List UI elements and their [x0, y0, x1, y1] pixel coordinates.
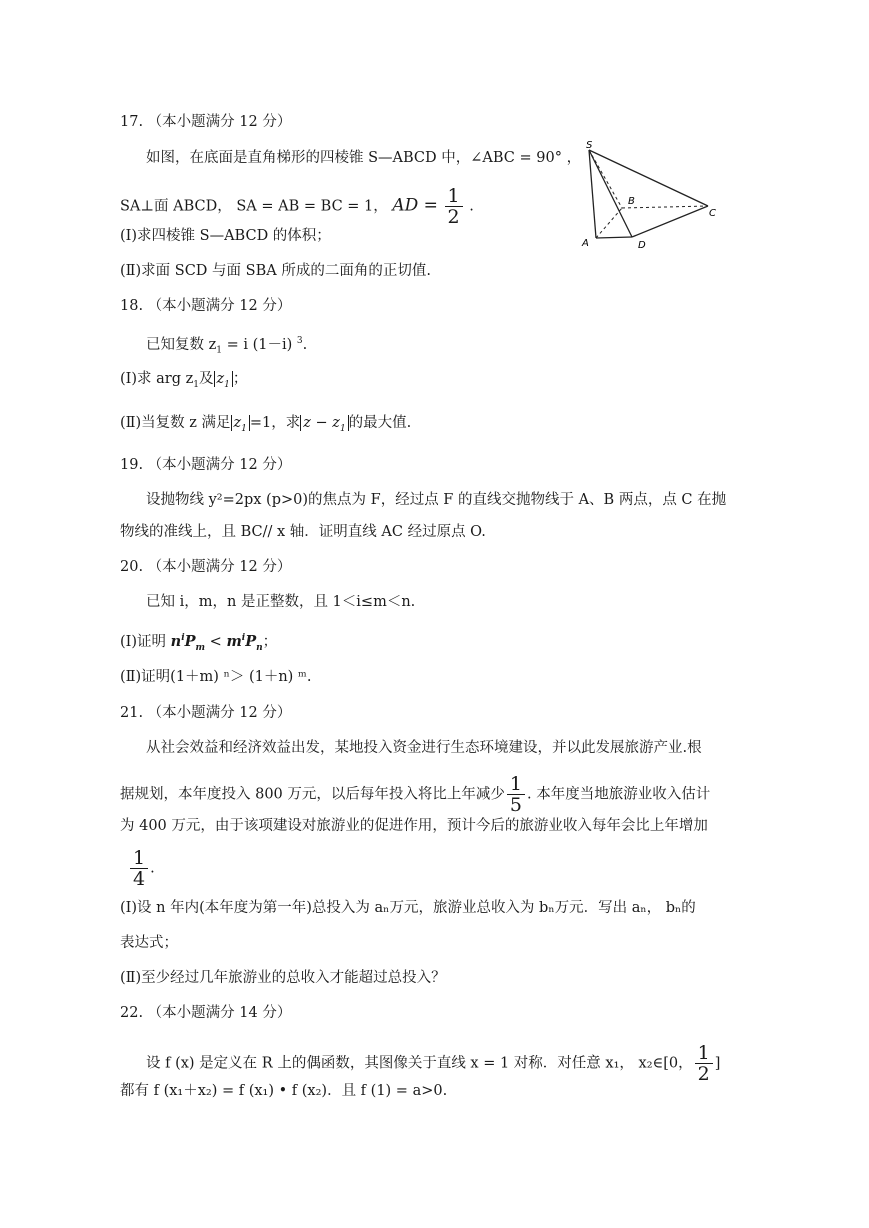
- p20-q1-math: [170, 632, 206, 653]
- p21-f2num: 1: [130, 848, 148, 869]
- edge-dc: [632, 206, 708, 237]
- p18-l1sub: 1: [216, 345, 222, 356]
- p20-q1: [120, 628, 277, 658]
- p18-q1-abs: [214, 371, 233, 390]
- p18-q2-abs2: [300, 415, 348, 434]
- p18-l1sup: 3: [296, 336, 303, 346]
- p17-header: 17. （本小题满分 12 分）: [120, 114, 292, 130]
- pyramid-figure: [572, 138, 722, 254]
- p21-f1den: 5: [509, 794, 522, 816]
- p22-line2: 都有 f (x₁＋x₂) = f (x₁) • f (x₂)．且 f (1) = a>0.: [120, 1083, 448, 1099]
- p19-line2: 物线的准线上，且 BC// x 轴．证明直线 AC 经过原点 O.: [120, 524, 486, 540]
- p18-l1c: .: [302, 336, 308, 353]
- label-d: D: [638, 240, 646, 251]
- p20-sub-n: n: [256, 642, 263, 653]
- label-b: B: [628, 196, 635, 207]
- p22-fden: 2: [697, 1063, 710, 1085]
- p18-q2: [120, 413, 411, 439]
- p21-f1num: 1: [507, 774, 525, 795]
- p18-q2b: =1，求: [249, 415, 301, 431]
- p18-q2-abs1: [231, 415, 250, 434]
- p21-l2b: . 本年度当地旅游业收入估计: [527, 786, 711, 803]
- p18-q1: [120, 369, 247, 395]
- p19-line1: 设抛物线 y²=2px (p>0)的焦点为 F，经过点 F 的直线交抛物线于 A、B 两点，点 C 在抛: [146, 492, 727, 508]
- label-a: A: [582, 238, 589, 249]
- p21-fraction1: [507, 774, 525, 815]
- p21-q1: (Ⅰ)设 n 年内(本年度为第一年)总投入为 aₙ万元，旅游业总收入为 bₙ万元．写出 aₙ， bₙ的: [120, 900, 696, 916]
- p17-ad-label: AD =: [392, 195, 438, 216]
- p20-sub-m: m: [195, 642, 206, 653]
- p17-fraction-den: 2: [447, 206, 460, 228]
- p17-q1: (Ⅰ)求四棱锥 S—ABCD 的体积；: [120, 228, 331, 244]
- edge-bc: [622, 206, 708, 208]
- p18-l1b: = i (1－i): [226, 336, 297, 353]
- p21-line1: 从社会效益和经济效益出发，某地投入资金进行生态环境建设，并以此发展旅游产业.根: [146, 740, 702, 756]
- p22-fraction: [695, 1043, 713, 1084]
- p20-q1-math2: [226, 632, 263, 653]
- p17-line2: [120, 186, 474, 227]
- p19-header: 19. （本小题满分 12 分）: [120, 457, 292, 473]
- p18-q1abs: z: [216, 371, 225, 387]
- p20-lt: <: [205, 633, 227, 650]
- p21-l4: .: [150, 860, 155, 877]
- p21-l2a: 据规划，本年度投入 800 万元，以后每年投入将比上年减少: [120, 786, 505, 803]
- p20-q1c: ；: [262, 633, 278, 650]
- p20-header: 20. （本小题满分 12 分）: [120, 559, 292, 575]
- p17-line1: 如图，在底面是直角梯形的四棱锥 S—ABCD 中，∠ABC = 90° ，: [146, 150, 582, 166]
- p17-fraction-num: 1: [445, 186, 463, 207]
- p21-line2: [120, 774, 710, 815]
- p20-q2: (Ⅱ)证明(1＋m) ⁿ＞ (1＋n) ᵐ.: [120, 669, 312, 685]
- p18-l1a: 已知复数 z: [146, 336, 217, 353]
- p18-line1: [146, 331, 307, 361]
- p18-q1b: 及: [199, 371, 214, 387]
- p22-fnum: 1: [695, 1043, 713, 1064]
- p20-p1: P: [184, 632, 196, 650]
- p18-q2a: (Ⅱ)当复数 z 满足: [120, 415, 231, 431]
- p18-q2c: 的最大值.: [348, 415, 412, 431]
- p22-l1b: ]: [714, 1055, 721, 1072]
- p20-m: m: [226, 632, 242, 650]
- p17-q2: (Ⅱ)求面 SCD 与面 SBA 所成的二面角的正切值.: [120, 263, 431, 279]
- p20-p2: P: [245, 632, 257, 650]
- p20-line1: 已知 i，m，n 是正整数，且 1＜i≤m＜n.: [146, 594, 416, 610]
- p22-l1a: 设 f (x) 是定义在 R 上的偶函数，其图像关于直线 x = 1 对称．对任意 x₁， x₂∈[0，: [146, 1055, 693, 1072]
- edge-sc: [589, 150, 708, 206]
- p18-header: 18. （本小题满分 12 分）: [120, 298, 292, 314]
- p21-header: 21. （本小题满分 12 分）: [120, 705, 292, 721]
- p22-line1: [146, 1043, 720, 1084]
- p18-q1abssub: 1: [224, 379, 230, 390]
- p21-line3: 为 400 万元，由于该项建设对旅游业的促进作用，预计今后的旅游业收入每年会比上年增加: [120, 818, 708, 834]
- p20-sup2: i: [241, 633, 246, 643]
- p21-q1-cont: 表达式；: [120, 935, 178, 951]
- p20-q1a: (Ⅰ)证明: [120, 633, 167, 650]
- edge-ad: [596, 237, 632, 238]
- p18-q1a: (Ⅰ)求 arg z: [120, 371, 194, 387]
- p17-fraction: [445, 186, 463, 227]
- p18-q1c: ；: [232, 371, 248, 387]
- p21-line4: [128, 848, 155, 889]
- p18-q2abs2sub: 1: [339, 423, 346, 434]
- label-s: S: [586, 140, 593, 151]
- p17-line2-text: SA⊥面 ABCD， SA = AB = BC = 1，: [120, 198, 388, 215]
- edge-ab: [596, 208, 622, 238]
- p20-sup1: i: [181, 633, 185, 643]
- p21-q2: (Ⅱ)至少经过几年旅游业的总收入才能超过总投入？: [120, 970, 446, 986]
- p18-q2abssub: 1: [241, 423, 247, 434]
- p21-fraction2: [130, 848, 148, 889]
- p18-q2abs: z: [233, 415, 242, 431]
- p18-q1sub: 1: [193, 379, 199, 390]
- p18-q2abs2: z − z: [303, 415, 340, 431]
- p21-f2den: 4: [133, 868, 146, 890]
- p20-n: n: [170, 632, 182, 650]
- p17-period: .: [469, 198, 474, 215]
- label-c: C: [709, 208, 716, 219]
- p22-header: 22. （本小题满分 14 分）: [120, 1005, 292, 1021]
